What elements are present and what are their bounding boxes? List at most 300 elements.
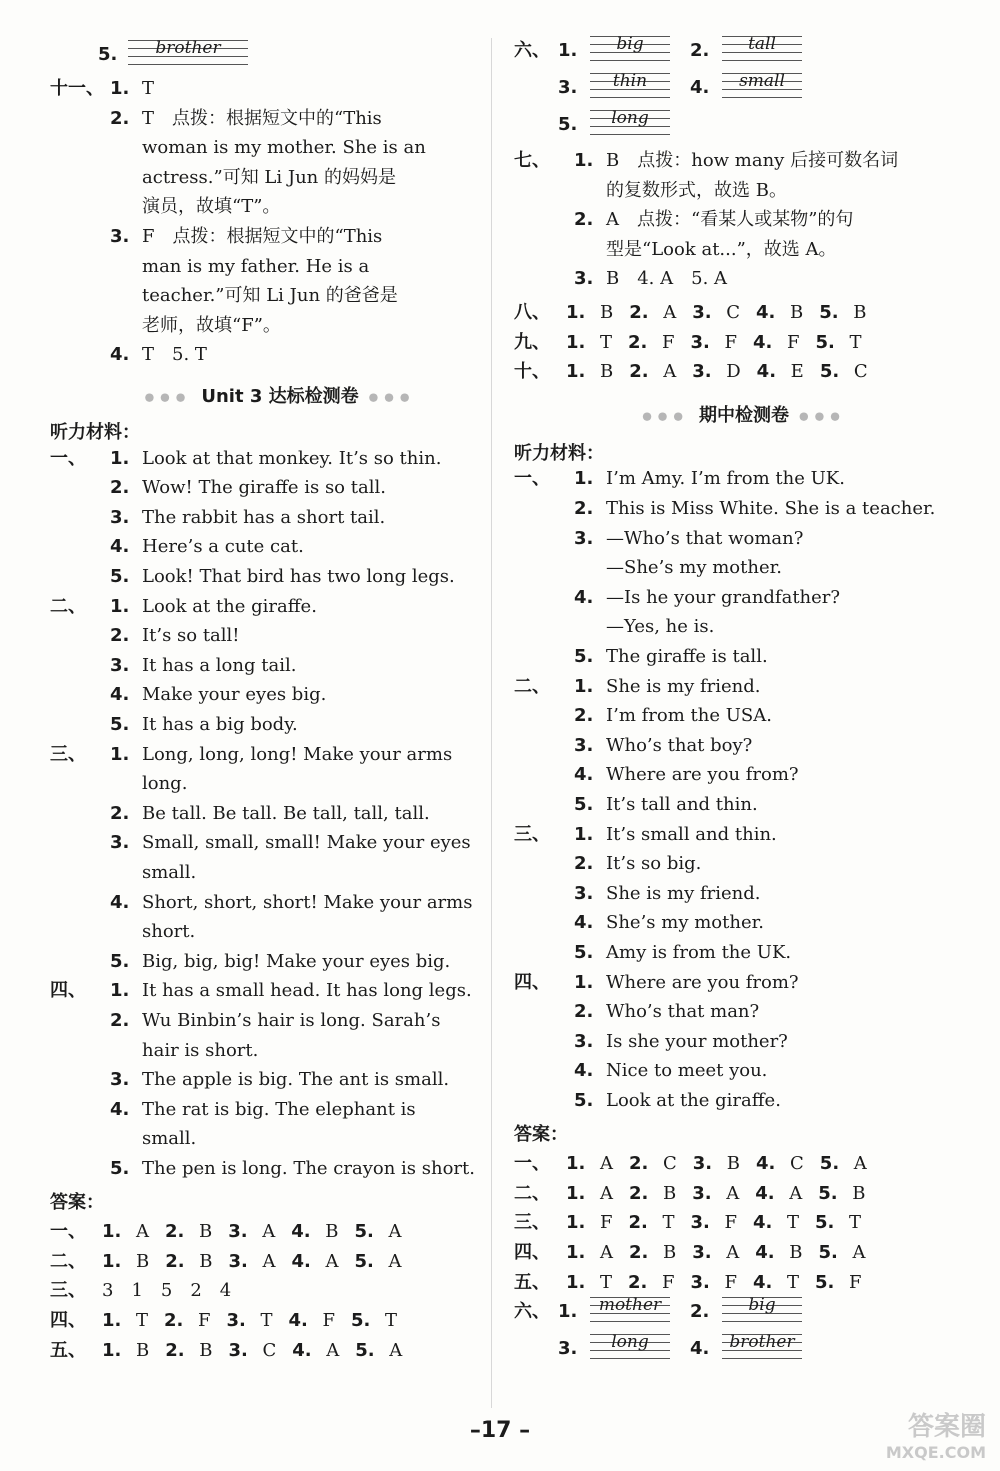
- listening-section-item-number: 4.: [574, 912, 594, 934]
- title-dots-right: ●●●: [799, 409, 846, 423]
- page-number: –17 –: [469, 1418, 531, 1443]
- listening-section-item-text: Nice to meet you.: [606, 1060, 768, 1082]
- listening-section-item-text: The apple is big. The ant is small.: [142, 1069, 450, 1091]
- writing-line: [722, 32, 802, 66]
- answer-row-item-answer: F: [198, 1310, 211, 1331]
- listening-section-item-text: It has a small head. It has long legs.: [142, 980, 472, 1002]
- listening-section-item-text: It has a long tail.: [142, 654, 297, 676]
- answer-row-item-number: 1.: [102, 1339, 122, 1361]
- answer-row-item: [164, 1310, 211, 1331]
- answer-row-item-number: 3.: [228, 1250, 248, 1272]
- answer-row: [50, 1306, 413, 1332]
- answer-item-number: 3.: [558, 1338, 578, 1360]
- section-title-midterm: [514, 401, 974, 427]
- writing-line-rule: [722, 1358, 802, 1359]
- section-7-label: 七、: [514, 150, 550, 171]
- listening-section-item-text: Is she your mother?: [606, 1030, 788, 1052]
- answer-item-number: 1.: [558, 40, 578, 61]
- answer-row-item-answer: F: [662, 1271, 675, 1293]
- listening-section-item-number: 3.: [110, 1069, 130, 1091]
- listening-section-label: 二、: [50, 595, 86, 617]
- answer-row-item-answer: A: [262, 1250, 276, 1272]
- answer-row-item: [291, 1221, 338, 1242]
- listening-section-item-text: It’s so tall!: [142, 625, 240, 647]
- section-11-item-text: T: [142, 78, 155, 99]
- listening-section-item-number: 5.: [574, 646, 594, 667]
- answer-row-item-answer: T: [600, 331, 613, 353]
- listening-section-item-number: 5.: [110, 1158, 130, 1179]
- answer-row-item-number: 2.: [165, 1250, 185, 1272]
- section-11-item-text: 演员，故填“T”。: [142, 196, 281, 218]
- section-6-label: 六、: [514, 40, 550, 61]
- listening-section-item-number: 4.: [110, 891, 130, 913]
- watermark-url: MXQE.COM: [885, 1443, 986, 1462]
- answer-row-item-answer: C: [726, 302, 741, 323]
- answer-row-label: 九、: [514, 331, 550, 353]
- answer-row-item: [228, 1340, 276, 1361]
- answer-row-item-number: 3.: [690, 1212, 710, 1234]
- answer-row: [50, 1276, 247, 1302]
- listening-section-item-number: 2.: [574, 1001, 594, 1023]
- answer-row-item-number: 2.: [628, 1212, 648, 1234]
- section-7-item-number: 1.: [574, 150, 594, 171]
- answer-row-item-number: 5.: [351, 1310, 371, 1331]
- listening-section-item-number: 4.: [574, 1060, 594, 1082]
- answer-row-item-number: 4.: [756, 361, 777, 383]
- answer-item-number: 3.: [558, 77, 578, 98]
- answer-row-item-answer: E: [790, 361, 804, 383]
- answer-row-item-number: 4.: [288, 1310, 308, 1331]
- answer-row-item-number: 4.: [756, 1153, 776, 1175]
- listening-section-item-text: Who’s that man?: [606, 1001, 760, 1023]
- writing-line-rule: [722, 1321, 802, 1322]
- section-11-item-number: 1.: [110, 78, 130, 99]
- answer-row-item-answer: C: [262, 1339, 277, 1361]
- listening-section-item-text: short.: [142, 921, 196, 943]
- title-dots-right: ●●●: [368, 390, 416, 404]
- answer-row-item-number: 3.: [692, 361, 712, 383]
- answer-row-item-answer: F: [600, 1212, 613, 1234]
- listening-section-label: 四、: [514, 971, 550, 993]
- title-dots-left: ●●●: [144, 390, 192, 404]
- listening-section-label: 四、: [50, 980, 86, 1002]
- answer-row-item: [227, 1310, 273, 1331]
- writing-line-rule: [590, 97, 670, 98]
- answer-row: [50, 1336, 418, 1362]
- listening-section-item-number: 5.: [110, 566, 130, 587]
- answer-row-item-answer: F: [662, 331, 675, 353]
- listening-section-item-text: It’s small and thin.: [606, 823, 777, 845]
- listening-section-item-text: Big, big, big! Make your eyes big.: [142, 950, 451, 972]
- answer-row-item: [756, 302, 803, 323]
- section-11-label: 十一、: [50, 78, 104, 99]
- answer-row-item-answer: A: [326, 1339, 340, 1361]
- answer-row-label: 一、: [50, 1221, 86, 1243]
- column-divider: [491, 38, 492, 1408]
- section-11-item-text: woman is my mother. She is an: [142, 137, 426, 159]
- answer-row-item-number: 1.: [102, 1250, 122, 1272]
- answer-row-item: [629, 361, 676, 382]
- answer-row-item-answer: T: [662, 1212, 675, 1234]
- answer-row-item-number: 4.: [291, 1250, 311, 1272]
- answer-row-item-number: 5.: [818, 1242, 838, 1263]
- answer-row-label: 五、: [514, 1271, 550, 1293]
- answer-row-item-answer: B: [663, 1242, 677, 1263]
- answer-row-item: [628, 1272, 675, 1293]
- answer-row-item-answer: A: [663, 302, 677, 323]
- writing-line: [590, 106, 670, 140]
- answer-row-item: [102, 1310, 148, 1331]
- answer-row: [514, 1238, 881, 1264]
- listening-section-item-text: This is Miss White. She is a teacher.: [606, 498, 936, 519]
- listening-section-item-number: 5.: [574, 794, 594, 815]
- answer-row-item-number: 3.: [692, 302, 712, 323]
- answer-row-item: [228, 1221, 275, 1242]
- listening-section-item-number: 3.: [574, 1030, 594, 1052]
- writing-line-rule: [590, 1321, 670, 1322]
- answer-row-item: [629, 1183, 676, 1204]
- listening-section-item-text: She’s my mother.: [606, 912, 764, 934]
- answer-row-item-answer: B: [600, 302, 614, 323]
- answer-row-item-answer: B: [789, 1242, 803, 1263]
- listening-section-label: 一、: [50, 447, 86, 469]
- listening-section-item-text: Where are you from?: [606, 764, 799, 786]
- answer-row-item-answer: F: [322, 1310, 336, 1331]
- writing-line: [722, 1293, 802, 1327]
- answer-row-item: [629, 1153, 677, 1174]
- answer-row-item: [815, 1212, 861, 1233]
- listening-section-item-number: 1.: [574, 468, 594, 490]
- section-11-item-number: 2.: [110, 107, 130, 129]
- answer-row-item: [755, 1242, 802, 1263]
- listening-section-item-text: Look at that monkey. It’s so thin.: [142, 447, 442, 469]
- answer-row-label: 二、: [50, 1250, 86, 1272]
- watermark-logo: 答案圈: [907, 1412, 986, 1442]
- answer-row-item-number: 5.: [819, 1153, 840, 1175]
- section-11-item-text: F 点拨：根据短文中的“This: [142, 226, 383, 247]
- answer-row-item-number: 4.: [292, 1339, 312, 1361]
- answer-row-item-answer: T: [849, 331, 862, 353]
- answer-row-item: [291, 1251, 338, 1272]
- answer-row-item: [820, 1153, 867, 1174]
- listening-section-item-number: 3.: [574, 527, 594, 549]
- section-7-item-text: B 4. A 5. A: [606, 268, 728, 290]
- answer-row-item-answer: T: [600, 1271, 613, 1293]
- answer-row-item-answer: T: [260, 1310, 273, 1331]
- answer-row-item: [692, 302, 740, 323]
- answer-row-item-answer: F: [724, 1212, 738, 1234]
- section-7-item-text: B 点拨：how many 后接可数名词: [606, 150, 899, 171]
- listening-section-item-text: Here’s a cute cat.: [142, 536, 304, 558]
- answer-row-item-answer: B: [790, 302, 804, 323]
- answer-row: [514, 1208, 877, 1234]
- answer-row-item-number: 2.: [164, 1310, 184, 1331]
- listening-section-item-text: long.: [142, 773, 188, 795]
- writing-line-rule: [590, 134, 670, 135]
- answer-row-item: [102, 1251, 149, 1272]
- answer-row-item: [691, 1212, 738, 1233]
- writing-line: [590, 32, 670, 66]
- listening-section-item-number: 4.: [110, 536, 130, 558]
- answer-row-item: [354, 1251, 401, 1272]
- answer-row-item: [228, 1251, 275, 1272]
- answer-row-item-number: 1.: [566, 1271, 586, 1293]
- answer-row-item-answer: A: [726, 1182, 740, 1204]
- answer-row: [514, 298, 882, 324]
- answer-row-item: [691, 1272, 738, 1293]
- section-title-unit3: [50, 382, 510, 408]
- answer-row-item-answer: D: [726, 361, 741, 383]
- answer-row-item-number: 1.: [102, 1310, 122, 1331]
- section-title-text: 期中检测卷: [699, 404, 789, 426]
- answer-row-item-number: 4.: [756, 302, 776, 323]
- listening-section-item-text: Make your eyes big.: [142, 684, 327, 706]
- answer-row-label: 五、: [50, 1339, 86, 1361]
- listening-section-item-text: She is my friend.: [606, 675, 761, 697]
- answer-row-item-number: 4.: [753, 1271, 773, 1293]
- answer-row-item-answer: B: [136, 1250, 150, 1272]
- answer-row: [50, 1247, 417, 1273]
- listening-section-item-number: 4.: [110, 684, 130, 706]
- answer-item-number: 2.: [690, 40, 710, 61]
- listening-section-item-number: 3.: [110, 506, 130, 528]
- answer-row-item: [818, 1183, 865, 1204]
- answer-row-item: [692, 1242, 739, 1263]
- listening-section-item-text: Amy is from the UK.: [606, 942, 792, 963]
- listening-section-item-number: 5.: [574, 942, 594, 963]
- answer-row-item-number: 1.: [566, 1182, 586, 1204]
- listening-section-item-number: 5.: [574, 1090, 594, 1111]
- section-title-text: Unit 3 达标检测卷: [201, 386, 359, 407]
- section-7-item-text: 的复数形式，故选 B。: [606, 179, 787, 201]
- writing-line-word: big: [616, 34, 644, 54]
- answer-row-item-number: 5.: [354, 1250, 374, 1272]
- answer-row-item-answer: C: [790, 1153, 804, 1175]
- answer-row-item: [629, 302, 676, 323]
- listening-section-item-number: 2.: [110, 1010, 130, 1031]
- answer-row-item-answer: B: [199, 1221, 213, 1243]
- listening-section-item-text: She is my friend.: [606, 882, 761, 904]
- answer-row-item-answer: A: [853, 1153, 867, 1175]
- answer-row-item-answer: T: [136, 1310, 149, 1331]
- answer-row-item: [691, 332, 738, 353]
- listening-section-item-text: The giraffe is tall.: [606, 646, 768, 667]
- answer-row-item: [165, 1221, 212, 1242]
- answer-row-item-number: 1.: [566, 331, 586, 353]
- writing-line: [590, 1293, 670, 1327]
- listening-section-item-number: 2.: [574, 498, 594, 519]
- answer-row-item-number: 1.: [566, 1242, 586, 1263]
- answer-row-item-answer: A: [726, 1242, 740, 1263]
- listening-section-item-number: 3.: [574, 734, 594, 756]
- answer-row-item-number: 3.: [228, 1339, 248, 1361]
- writing-line-word: thin: [612, 71, 648, 91]
- answer-row-item: [819, 302, 866, 323]
- answer-row-item-number: 4.: [753, 331, 773, 353]
- listening-section-item-text: small.: [142, 862, 197, 883]
- listening-section-item-text: —Who’s that woman?: [606, 527, 804, 549]
- answer-row-item-answer: B: [663, 1182, 677, 1204]
- listening-section-item-text: Be tall. Be tall. Be tall, tall, tall.: [142, 802, 430, 824]
- listening-section-item-text: Look! That bird has two long legs.: [142, 566, 455, 587]
- listening-section-item-number: 4.: [574, 764, 594, 786]
- section-7-item-number: 3.: [574, 268, 594, 290]
- listening-section-item-number: 2.: [110, 625, 130, 647]
- section-11-item-text: man is my father. He is a: [142, 255, 370, 277]
- answer-row-item-number: 2.: [628, 331, 648, 353]
- listening-section-item-text: Wow! The giraffe is so tall.: [142, 477, 386, 499]
- listening-section-label: 一、: [514, 468, 550, 490]
- answer-row-item-number: 1.: [566, 1212, 586, 1234]
- answer-row-item-number: 2.: [629, 1242, 649, 1263]
- answers-heading: 答案：: [50, 1191, 104, 1213]
- watermark: [886, 1414, 986, 1466]
- listening-section-item-number: 4.: [574, 586, 594, 608]
- listening-section-item-number: 5.: [110, 950, 130, 972]
- listening-section-label: 三、: [514, 823, 550, 845]
- answer-row-item: [753, 1212, 799, 1233]
- listening-section-item-number: 5.: [110, 714, 130, 735]
- answer-row-item-answer: A: [388, 1250, 402, 1272]
- answer-row-item-answer: F: [724, 331, 738, 353]
- answer-row-item-answer: A: [663, 361, 677, 383]
- listening-section-item-number: 3.: [110, 832, 130, 854]
- listening-section-label: 三、: [50, 743, 86, 765]
- listening-section-item-text: —Is he your grandfather?: [606, 586, 841, 608]
- answer-item-number: 5.: [558, 114, 578, 135]
- answer-row-item-number: 4.: [753, 1212, 773, 1234]
- answer-row-item-answer: B: [199, 1339, 213, 1361]
- listening-section-item-number: 2.: [110, 802, 130, 824]
- answer-row-label: 四、: [50, 1310, 86, 1331]
- listening-section-item-text: —Yes, he is.: [606, 616, 715, 638]
- answer-row-label: 一、: [514, 1153, 550, 1175]
- answer-row-item-answer: A: [600, 1182, 613, 1204]
- writing-line-word: brother: [155, 38, 221, 58]
- listening-section-item-number: 3.: [574, 882, 594, 904]
- answer-row-item-answer: B: [325, 1221, 339, 1243]
- answer-row-item-number: 5.: [815, 1271, 835, 1293]
- answer-row-item: [818, 1242, 865, 1263]
- answer-row-label: 四、: [514, 1242, 550, 1263]
- listening-section-item-number: 3.: [110, 654, 130, 676]
- answer-row-item: [692, 361, 740, 382]
- answer-row-item-number: 3.: [692, 1182, 712, 1204]
- listening-section-item-text: It’s tall and thin.: [606, 794, 758, 815]
- section-11-item-number: 4.: [110, 344, 130, 366]
- answer-row-item: [815, 1272, 862, 1293]
- answer-row-sequence: 3 1 5 2 4: [102, 1280, 232, 1302]
- listening-section-item-number: 1.: [574, 823, 594, 845]
- answer-row-item: [753, 1272, 799, 1293]
- answer-row-item-number: 2.: [628, 1271, 648, 1293]
- listening-section-item-text: It has a big body.: [142, 714, 298, 735]
- answer-row-item-number: 2.: [629, 302, 649, 323]
- answer-row: [514, 357, 884, 383]
- writing-line-word: long: [611, 108, 649, 128]
- listening-section-item-number: 1.: [574, 675, 594, 697]
- section-11-item-text: teacher.”可知 Li Jun 的爸爸是: [142, 285, 398, 307]
- answer-row-item-number: 2.: [165, 1339, 185, 1361]
- answer-row-item-number: 5.: [819, 302, 839, 323]
- answer-row-label: 三、: [514, 1212, 550, 1234]
- answer-row-item: [102, 1221, 149, 1242]
- listening-section-item-text: small.: [142, 1128, 197, 1150]
- answer-row-item: [102, 1340, 149, 1361]
- answer-row-item-number: 2.: [629, 361, 649, 383]
- answer-row-item-answer: A: [388, 1221, 402, 1243]
- listening-section-item-text: Look at the giraffe.: [142, 595, 317, 617]
- answer-row-item: [566, 1272, 612, 1293]
- listening-section-item-text: The rat is big. The elephant is: [142, 1098, 416, 1120]
- answer-row-label: 八、: [514, 302, 550, 323]
- section-7-item-text: 型是“Look at...”，故选 A。: [606, 238, 837, 260]
- listening-section-item-text: hair is short.: [142, 1039, 259, 1061]
- listening-section-item-text: It’s so big.: [606, 853, 702, 875]
- section-11-item-text: T 点拨：根据短文中的“This: [142, 107, 382, 129]
- answer-row: [514, 1149, 883, 1175]
- listening-section-item-text: I’m Amy. I’m from the UK.: [606, 468, 845, 490]
- answer-row-item-answer: T: [385, 1310, 398, 1331]
- answer-row-item-number: 2.: [165, 1221, 185, 1243]
- writing-line-rule: [128, 64, 248, 65]
- writing-line: [128, 36, 248, 70]
- answer-row-item-answer: T: [849, 1212, 862, 1234]
- answer-row-item-answer: B: [853, 302, 867, 323]
- listening-section-item-number: 1.: [110, 980, 130, 1002]
- answer-row-item: [755, 1183, 802, 1204]
- answer-row-item-answer: A: [325, 1250, 339, 1272]
- answer-item-number: 5.: [98, 44, 118, 65]
- answer-row-item-number: 5.: [818, 1182, 838, 1204]
- answer-row-item: [753, 332, 800, 353]
- answer-row-item: [354, 1221, 401, 1242]
- answer-row-item-answer: T: [787, 1271, 800, 1293]
- answer-row-item-number: 3.: [226, 1310, 246, 1331]
- answer-row-item: [566, 332, 612, 353]
- listening-heading: 听力材料：: [514, 442, 604, 464]
- answer-row-item-number: 4.: [755, 1242, 775, 1263]
- listening-section-item-number: 2.: [110, 477, 130, 499]
- writing-line-word: brother: [729, 1332, 795, 1353]
- answer-row-item: [816, 332, 862, 353]
- listening-section-item-text: Small, small, small! Make your eyes: [142, 832, 471, 854]
- listening-section-item-text: Who’s that boy?: [606, 734, 753, 756]
- answer-row: [514, 1179, 881, 1205]
- answer-row-item: [629, 1242, 676, 1263]
- answer-row-item-answer: A: [789, 1182, 803, 1204]
- answer-row-item-answer: A: [852, 1242, 866, 1263]
- answer-row-item: [756, 1153, 804, 1174]
- answer-row-label: 二、: [514, 1182, 550, 1204]
- writing-line-word: long: [611, 1332, 649, 1353]
- answer-row-item-answer: B: [726, 1153, 741, 1175]
- answer-row-item: [355, 1340, 402, 1361]
- section-11-item-text: actress.”可知 Li Jun 的妈妈是: [142, 166, 396, 188]
- answer-row-item-number: 1.: [566, 361, 586, 383]
- answer-row-item-number: 2.: [629, 1153, 649, 1175]
- answer-row-item-answer: F: [849, 1271, 862, 1293]
- listening-section-item-text: The pen is long. The crayon is short.: [142, 1158, 475, 1179]
- writing-line-rule: [590, 60, 670, 61]
- answer-row-item-number: 5.: [815, 1212, 835, 1234]
- answer-row-item: [165, 1340, 212, 1361]
- answer-row-item-number: 1.: [566, 302, 586, 323]
- answer-row-item: [351, 1310, 397, 1331]
- writing-line-word: mother: [598, 1295, 662, 1316]
- answer-row-item-number: 5.: [819, 361, 840, 383]
- section-7-item-number: 2.: [574, 209, 594, 231]
